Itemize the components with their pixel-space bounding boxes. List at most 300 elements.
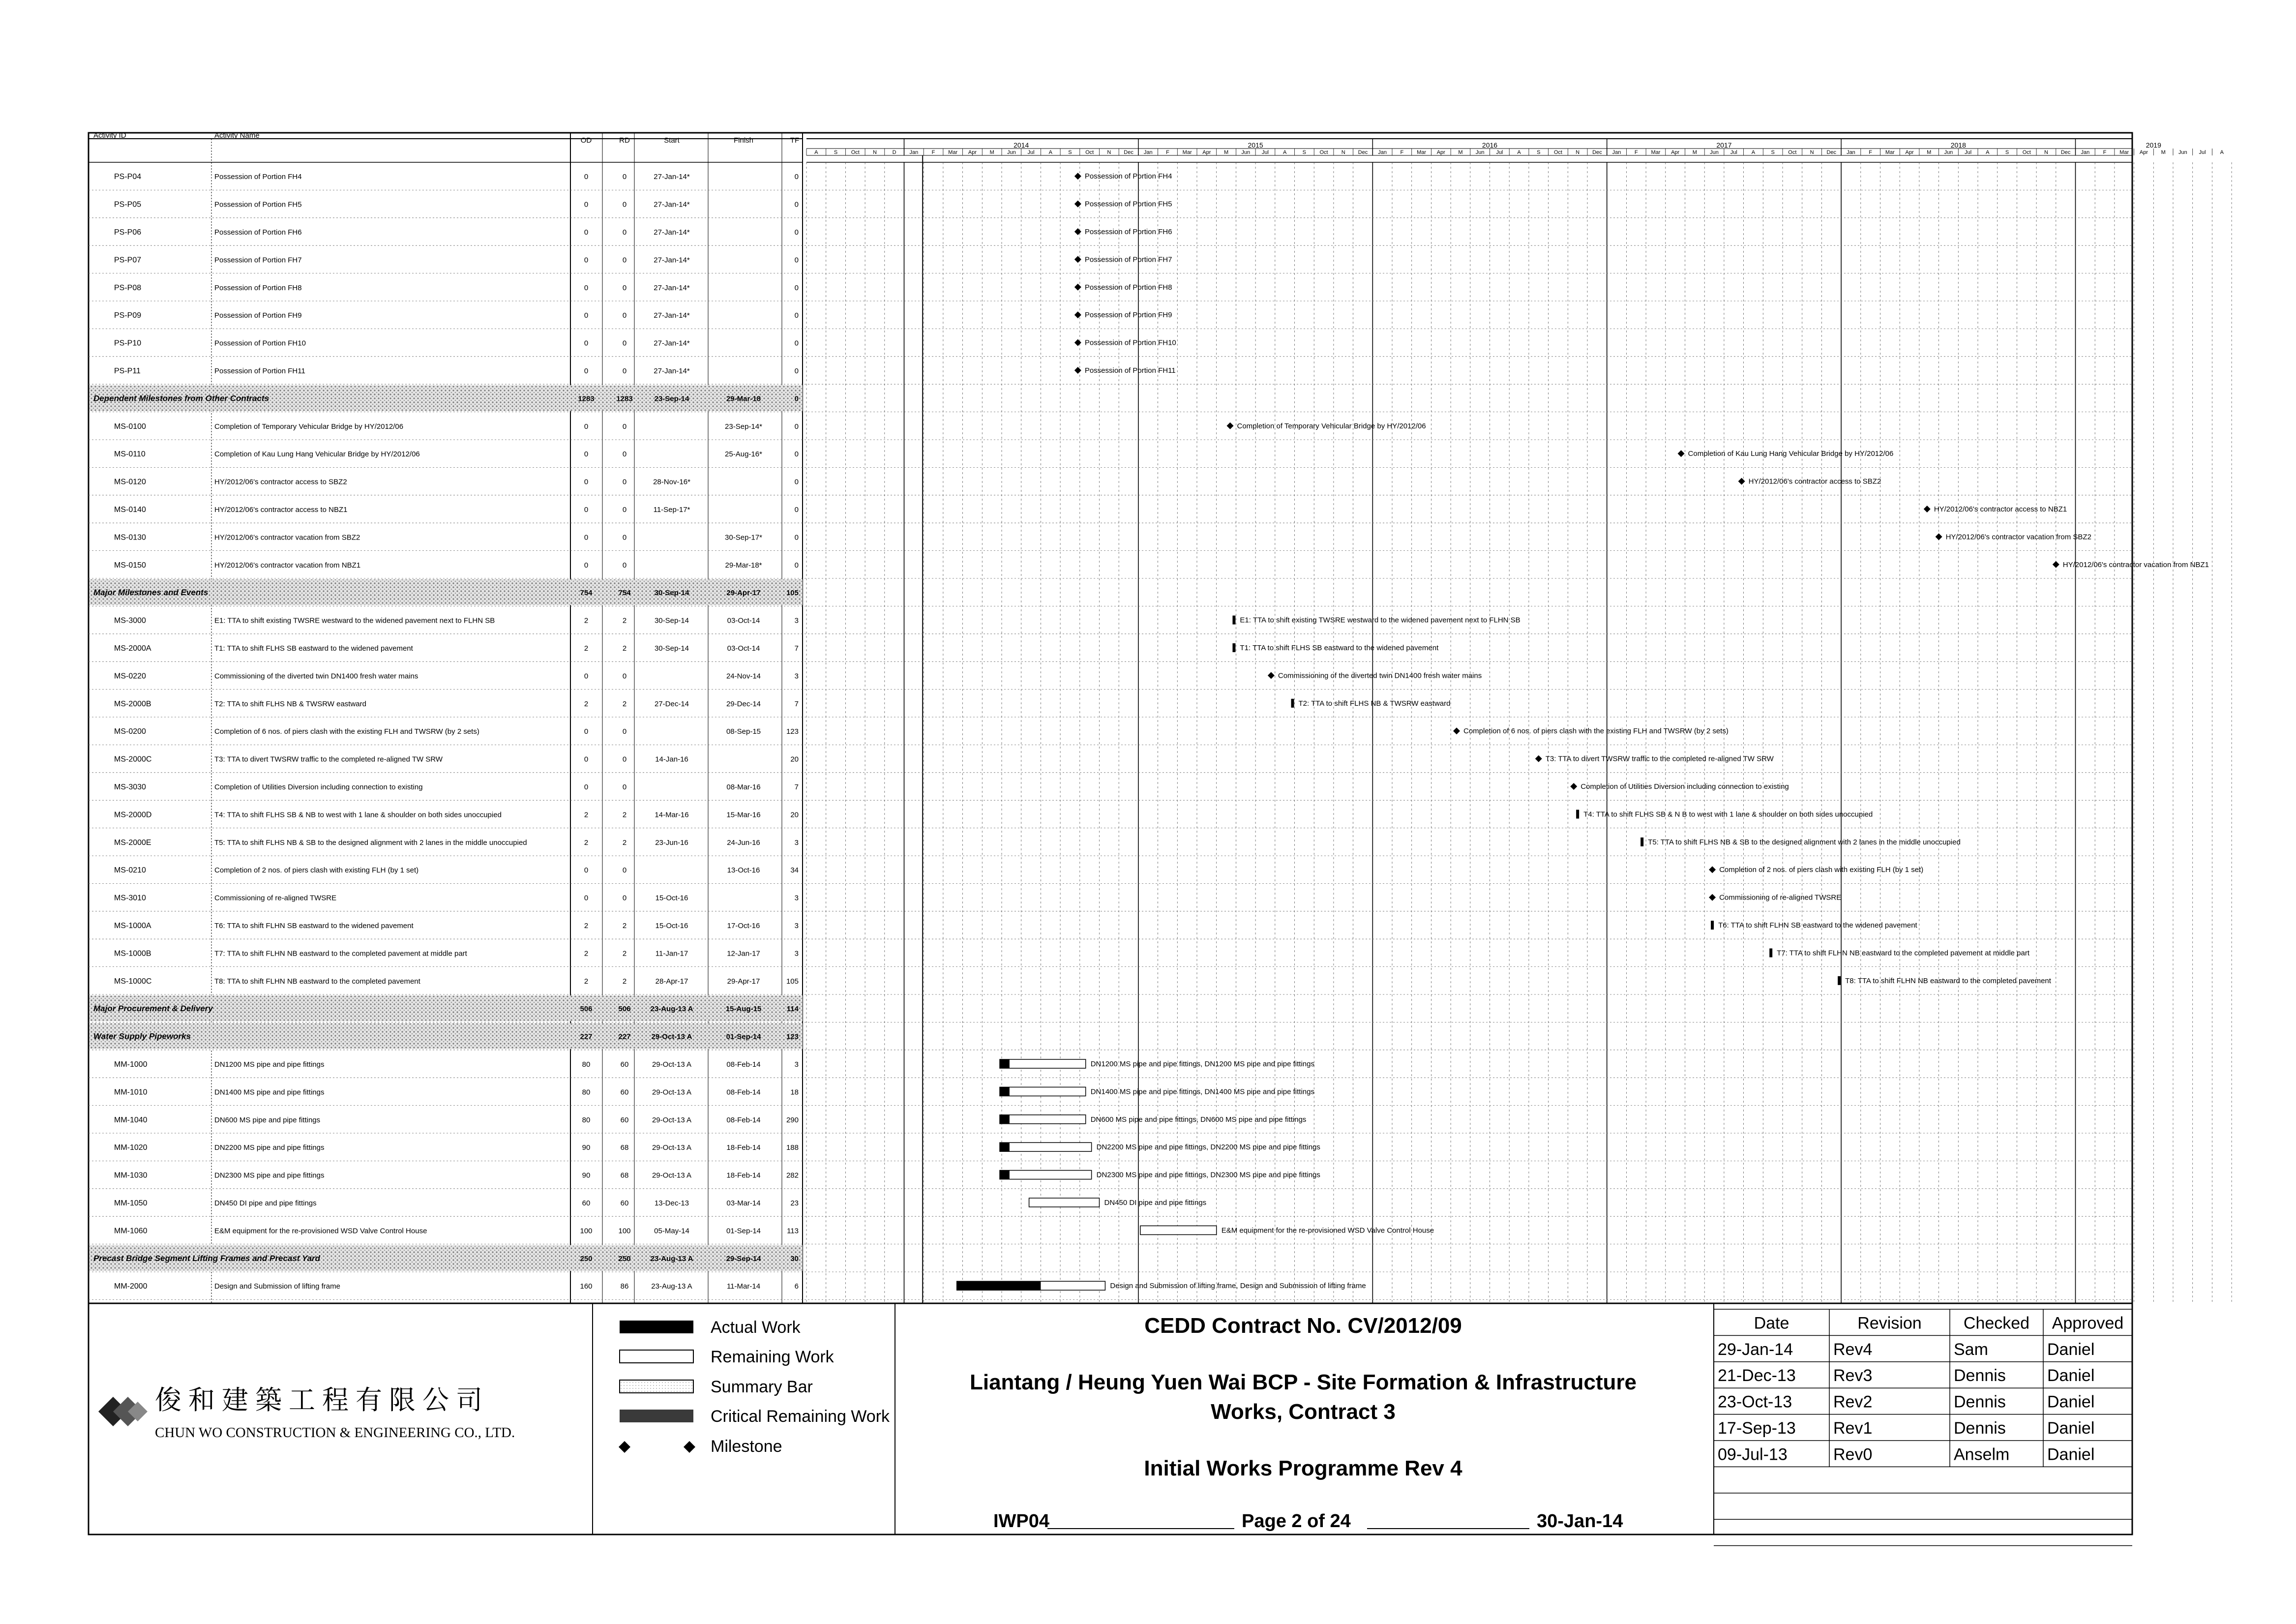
activity-name: Possession of Portion FH7 [214, 256, 302, 265]
od-value: 227 [580, 1032, 593, 1041]
finish-value: 29-Mar-18* [725, 561, 762, 570]
short-activity-bar [1838, 976, 1841, 985]
revision-cell: 17-Sep-13 [1718, 1419, 1796, 1438]
milestone-icon [1074, 228, 1081, 235]
activity-name: Completion of Temporary Vehicular Bridge by HY/2012/06 [214, 422, 404, 431]
revision-header: Approved [2052, 1314, 2124, 1333]
finish-value: 08-Feb-14 [726, 1115, 761, 1124]
start-value: 27-Jan-14* [654, 367, 690, 375]
tf-value: 3 [794, 1060, 799, 1069]
tf-value: 0 [794, 450, 799, 459]
rd-value: 0 [622, 450, 627, 459]
activity-id: MM-1020 [114, 1143, 148, 1152]
activity-name: Completion of Kau Lung Hang Vehicular Bridge by HY/2012/06 [214, 450, 420, 459]
od-value: 2 [584, 616, 589, 625]
month-label: Jul [1261, 150, 1269, 155]
rd-value: 2 [622, 699, 627, 708]
month-label: F [1634, 150, 1638, 155]
remaining-work-bar [1000, 1059, 1086, 1068]
od-value: 0 [584, 727, 589, 736]
finish-value: 17-Oct-16 [727, 922, 760, 930]
tf-value: 0 [794, 367, 799, 375]
start-value: 30-Sep-14 [654, 616, 689, 625]
activity-row [89, 782, 2132, 800]
finish-value: 01-Sep-14 [726, 1032, 761, 1041]
milestone-icon [1074, 311, 1081, 318]
tf-value: 0 [794, 311, 799, 320]
milestone-icon [1570, 783, 1577, 790]
activity-name: T4: TTA to shift FLHS SB & NB to west with 1 lane & shoulder on both sides unoccupied [214, 811, 502, 819]
milestone-icon [1074, 256, 1081, 263]
finish-value: 24-Nov-14 [726, 672, 761, 681]
bar-label: T4: TTA to shift FLHS SB & N B to west with 1 lane & shoulder on both sides unoccupied [1583, 810, 1873, 819]
finish-value: 13-Oct-16 [727, 866, 760, 875]
activity-row [89, 976, 2132, 994]
start-value: 29-Oct-13 A [651, 1032, 692, 1041]
month-label: Jul [2199, 150, 2206, 155]
activity-table [89, 172, 2209, 1299]
bar-label: T1: TTA to shift FLHS SB eastward to the widened pavement [1240, 644, 1439, 652]
month-label: Dec [1124, 150, 1133, 155]
short-activity-bar [1711, 921, 1714, 930]
rd-value: 0 [622, 533, 627, 542]
month-label: Mar [1885, 150, 1895, 155]
tf-value: 0 [794, 561, 799, 570]
rd-value: 0 [622, 339, 627, 348]
finish-value: 23-Sep-14* [725, 422, 762, 431]
bar-label: DN1400 MS pipe and pipe fittings, DN1400 MS pipe and pipe fittings [1090, 1087, 1314, 1096]
month-label: M [1223, 150, 1229, 155]
start-value: 27-Dec-14 [654, 699, 689, 708]
rd-value: 60 [620, 1060, 629, 1069]
month-label: Jan [1847, 150, 1855, 155]
activity-id: PS-P08 [114, 283, 142, 292]
milestone-icon [1226, 422, 1233, 429]
legend-swatch-critical [620, 1410, 693, 1422]
rd-value: 68 [620, 1171, 629, 1180]
activity-id: MS-0210 [114, 866, 146, 875]
activity-id: MS-0140 [114, 506, 146, 514]
activity-id: MM-1050 [114, 1199, 148, 1207]
activity-name: Possession of Portion FH9 [214, 311, 302, 320]
activity-name: Possession of Portion FH10 [214, 339, 306, 348]
tf-value: 3 [794, 616, 799, 625]
activity-row [89, 1059, 2132, 1078]
start-value: 14-Mar-16 [655, 811, 689, 819]
activity-name: HY/2012/06's contractor access to SBZ2 [214, 478, 347, 486]
rd-value: 2 [622, 922, 627, 930]
bar-label: Possession of Portion FH7 [1084, 255, 1172, 264]
revision-cell: 23-Oct-13 [1718, 1392, 1792, 1412]
od-value: 0 [584, 783, 589, 791]
month-label: S [1771, 150, 1775, 155]
month-label: Jul [1027, 150, 1035, 155]
month-label: N [2044, 150, 2048, 155]
tf-value: 282 [786, 1171, 799, 1180]
year-label-2017: 2017 [1716, 141, 1732, 149]
bar-label: Design and Submission of lifting frame, Design and Submission of lifting frame [1110, 1282, 1366, 1291]
milestone-icon [1678, 450, 1685, 457]
bar-label: DN600 MS pipe and pipe fittings, DN600 MS pipe and pipe fittings [1090, 1115, 1307, 1124]
company-name-cn: 俊和建築工程有限公司 [155, 1384, 489, 1415]
rd-value: 0 [622, 727, 627, 736]
finish-value: 08-Mar-16 [726, 783, 761, 791]
month-label: Apr [2139, 150, 2148, 155]
start-value: 11-Jan-17 [655, 949, 688, 958]
activity-name: T6: TTA to shift FLHN SB eastward to the widened pavement [214, 922, 414, 930]
bar-label: Completion of 2 nos. of piers clash with existing FLH (by 1 set) [1719, 866, 1924, 874]
activity-id: MS-1000A [114, 922, 151, 930]
tf-value: 114 [786, 1005, 799, 1014]
rd-value: 0 [622, 422, 627, 431]
milestone-icon [2053, 561, 2059, 568]
col-start-header: Start [664, 136, 680, 145]
tf-value: 7 [794, 783, 799, 791]
rd-value: 250 [618, 1254, 631, 1263]
actual-work-bar [1000, 1087, 1010, 1096]
od-value: 2 [584, 838, 589, 847]
activity-name: T1: TTA to shift FLHS SB eastward to the widened pavement [214, 644, 413, 653]
group-row [89, 579, 2132, 606]
bar-label: DN2300 MS pipe and pipe fittings, DN2300 MS pipe and pipe fittings [1096, 1171, 1320, 1179]
group-name: Water Supply Pipeworks [93, 1031, 191, 1041]
month-label: Apr [1202, 150, 1211, 155]
start-value: 13-Dec-13 [654, 1199, 689, 1207]
actual-work-bar [1000, 1115, 1010, 1124]
remaining-work-bar [1000, 1171, 1092, 1179]
month-label: Apr [1671, 150, 1680, 155]
finish-value: 29-Mar-18 [726, 394, 761, 403]
month-label: Dec [1826, 150, 1837, 155]
programme-title: Initial Works Programme Rev 4 [1144, 1456, 1462, 1480]
activity-name: T3: TTA to divert TWSRW traffic to the completed re-aligned TW SRW [214, 755, 443, 764]
od-value: 2 [584, 699, 589, 708]
od-value: 80 [582, 1088, 591, 1097]
legend-remaining-label: Remaining Work [711, 1348, 834, 1366]
activity-row [89, 1115, 2132, 1133]
activity-id: MS-2000A [114, 644, 151, 653]
finish-value: 15-Aug-15 [725, 1005, 762, 1014]
month-label: Apr [968, 150, 977, 155]
month-label: Jan [909, 150, 919, 155]
activity-id: PS-P05 [114, 200, 142, 209]
finish-value: 24-Jun-16 [727, 838, 760, 847]
revision-cell: Dennis [1954, 1419, 2006, 1438]
legend-actual-work [620, 1318, 801, 1337]
legend-swatch-summary [620, 1380, 693, 1393]
rd-value: 2 [622, 616, 627, 625]
revision-cell: Rev3 [1833, 1366, 1873, 1385]
od-value: 80 [582, 1115, 591, 1124]
activity-id: MM-1000 [114, 1060, 148, 1069]
activity-id: PS-P04 [114, 173, 142, 181]
tf-value: 0 [794, 478, 799, 486]
start-value: 29-Oct-13 A [652, 1115, 692, 1124]
logo-mark-icon [98, 1397, 148, 1426]
finish-value: 12-Jan-17 [727, 949, 760, 958]
rd-value: 227 [618, 1032, 631, 1041]
milestone-icon [1453, 727, 1460, 734]
milestone-icon [1268, 672, 1275, 679]
bar-label: T6: TTA to shift FLHN SB eastward to the widened pavement [1718, 921, 1917, 930]
bar-label: Possession of Portion FH6 [1084, 228, 1172, 236]
month-label: Jul [1965, 150, 1972, 155]
revision-cell: Rev1 [1833, 1419, 1873, 1438]
title-block [970, 1314, 1637, 1480]
tf-value: 0 [794, 339, 799, 348]
activity-row [89, 616, 2132, 634]
activity-row [89, 450, 2132, 467]
column-header [89, 131, 803, 162]
short-activity-bar [1576, 810, 1579, 818]
rd-value: 0 [622, 672, 627, 681]
month-label: Apr [1436, 150, 1445, 155]
month-label: Jul [1496, 150, 1503, 155]
bar-label: Completion of Kau Lung Hang Vehicular Bridge by HY/2012/06 [1688, 450, 1894, 458]
activity-name: Possession of Portion FH8 [214, 283, 302, 292]
activity-row [89, 1171, 2132, 1189]
activity-id: MM-1010 [114, 1088, 148, 1097]
start-value: 23-Aug-13 A [650, 1254, 693, 1263]
rd-value: 0 [622, 755, 627, 764]
od-value: 0 [584, 228, 589, 237]
month-label: Oct [851, 150, 860, 155]
month-label: Jun [1710, 150, 1719, 155]
finish-value: 29-Apr-17 [726, 589, 761, 598]
year-label-2018: 2018 [1950, 141, 1966, 149]
activity-id: MS-2000E [114, 838, 151, 847]
tf-value: 0 [794, 173, 799, 181]
bar-label: DN450 DI pipe and pipe fittings [1104, 1199, 1207, 1207]
finish-value: 03-Oct-14 [727, 644, 760, 653]
milestone-icon [1924, 506, 1931, 512]
bar-label: T8: TTA to shift FLHN NB eastward to the completed pavement [1845, 976, 2051, 985]
actual-work-bar [1000, 1059, 1010, 1068]
milestone-icon [1535, 755, 1542, 762]
group-row [89, 1245, 2132, 1272]
rd-value: 60 [620, 1088, 629, 1097]
milestone-icon [1738, 478, 1745, 485]
finish-value: 29-Apr-17 [727, 977, 760, 986]
activity-id: MS-3000 [114, 616, 146, 625]
milestone-icon [1709, 866, 1716, 873]
finish-value: 03-Mar-14 [726, 1199, 761, 1207]
month-label: F [1166, 150, 1169, 155]
legend [619, 1318, 890, 1456]
column-separators [211, 133, 803, 1303]
activity-row [89, 366, 2132, 384]
month-label: Dec [1358, 150, 1368, 155]
group-name: Major Milestones and Events [93, 588, 209, 598]
activity-name: E1: TTA to shift existing TWSRE westward to the widened pavement next to FLHN SB [214, 616, 495, 625]
activity-id: PS-P09 [114, 311, 142, 320]
month-label: Dec [2060, 150, 2071, 155]
activity-name: Possession of Portion FH6 [214, 228, 302, 237]
revision-header: Date [1754, 1314, 1789, 1333]
tf-value: 0 [794, 256, 799, 265]
bar-label: Possession of Portion FH9 [1084, 311, 1172, 320]
bar-label: T5: TTA to shift FLHS NB & SB to the designed alignment with 2 lanes in the middle unoccupied [1648, 838, 1961, 846]
month-label: N [1810, 150, 1814, 155]
month-label: A [1517, 150, 1521, 155]
month-label: Jan [1143, 150, 1153, 155]
col-od-header: OD [580, 136, 592, 145]
activity-name: E&M equipment for the re-provisioned WSD Valve Control House [214, 1227, 427, 1235]
activity-row [89, 866, 2132, 883]
finish-value: 18-Feb-14 [726, 1143, 761, 1152]
finish-value: 08-Feb-14 [726, 1088, 761, 1097]
rd-value: 60 [620, 1199, 629, 1207]
activity-row [89, 561, 2209, 578]
od-value: 0 [584, 339, 589, 348]
activity-row [89, 478, 2132, 495]
revision-cell: Dennis [1954, 1392, 2006, 1412]
year-label-2015: 2015 [1248, 141, 1263, 149]
revision-cell: Sam [1954, 1340, 1988, 1359]
rd-value: 2 [622, 838, 627, 847]
activity-id: MS-0150 [114, 561, 146, 570]
bar-label: DN2200 MS pipe and pipe fittings, DN2200 MS pipe and pipe fittings [1096, 1143, 1320, 1152]
bar-label: E1: TTA to shift existing TWSRE westward to the widened pavement next to FLHN SB [1240, 616, 1521, 625]
tf-value: 7 [794, 699, 799, 708]
activity-row [89, 228, 2132, 245]
activity-id: PS-P10 [114, 339, 142, 348]
activity-name: Completion of 6 nos. of piers clash with the existing FLH and TWSRW (by 2 sets) [214, 727, 479, 736]
bar-label: HY/2012/06's contractor access to NBZ1 [1934, 505, 2067, 513]
activity-row [89, 921, 2132, 939]
bar-label: HY/2012/06's contractor vacation from NBZ1 [2062, 560, 2209, 569]
activity-name: DN2200 MS pipe and pipe fittings [214, 1143, 325, 1152]
month-label: A [1751, 150, 1756, 155]
activity-name: T5: TTA to shift FLHS NB & SB to the designed alignment with 2 lanes in the middle unoccupied [214, 838, 527, 847]
month-label: M [1458, 150, 1463, 155]
start-value: 27-Jan-14* [654, 228, 690, 237]
actual-work-bar [1000, 1171, 1010, 1179]
month-label: Jul [1730, 150, 1737, 155]
rd-value: 0 [622, 506, 627, 514]
start-value: 27-Jan-14* [654, 339, 690, 348]
legend-milestone-label: Milestone [711, 1437, 782, 1456]
tf-value: 0 [794, 283, 799, 292]
company-name-en: CHUN WO CONSTRUCTION & ENGINEERING CO., LTD. [155, 1425, 515, 1441]
tf-value: 105 [786, 977, 799, 986]
revision-cell: 29-Jan-14 [1718, 1340, 1793, 1359]
start-value: 23-Sep-14 [654, 394, 689, 403]
start-value: 15-Oct-16 [655, 922, 688, 930]
group-row [89, 1023, 2132, 1050]
activity-row [89, 671, 2132, 689]
activity-row [89, 838, 2132, 856]
start-value: 27-Jan-14* [654, 256, 690, 265]
milestone-icon [1074, 173, 1081, 180]
group-name: Precast Bridge Segment Lifting Frames and Precast Yard [93, 1253, 321, 1263]
od-value: 0 [584, 672, 589, 681]
od-value: 1283 [578, 394, 595, 403]
activity-name: Completion of Utilities Diversion including connection to existing [214, 783, 423, 791]
revision-cell: Rev0 [1833, 1445, 1873, 1464]
tf-value: 20 [790, 755, 799, 764]
tf-value: 0 [794, 506, 799, 514]
month-label: M [1692, 150, 1697, 155]
od-value: 80 [582, 1060, 591, 1069]
od-value: 0 [584, 533, 589, 542]
tf-value: 0 [794, 394, 799, 403]
rd-value: 86 [620, 1282, 629, 1291]
rd-value: 1283 [616, 394, 633, 403]
activity-row [89, 1198, 2132, 1216]
month-label: Mar [1651, 150, 1661, 155]
short-activity-bar [1232, 616, 1235, 625]
legend-summary-bar [620, 1378, 813, 1396]
tf-value: 20 [790, 811, 799, 819]
od-value: 0 [584, 422, 589, 431]
bar-label: T7: TTA to shift FLHN NB eastward to the completed pavement at middle part [1777, 949, 2030, 958]
activity-row [89, 283, 2132, 301]
revision-cell: Daniel [2047, 1445, 2095, 1464]
rd-value: 0 [622, 228, 627, 237]
tf-value: 105 [786, 589, 799, 598]
month-label: F [2103, 150, 2107, 155]
month-label: Mar [948, 150, 958, 155]
rd-value: 0 [622, 561, 627, 570]
activity-id: PS-P07 [114, 256, 142, 265]
month-label: M [2161, 150, 2166, 155]
start-value: 23-Jun-16 [655, 838, 688, 847]
tf-value: 188 [786, 1143, 799, 1152]
tf-value: 290 [786, 1115, 799, 1124]
activity-id: MS-2000D [114, 811, 152, 819]
rd-value: 68 [620, 1143, 629, 1152]
start-value: 23-Aug-13 A [651, 1282, 692, 1291]
legend-critical-work [620, 1407, 890, 1426]
activity-id: MS-1000B [114, 949, 151, 958]
activity-row [89, 699, 2132, 717]
od-value: 0 [584, 311, 589, 320]
month-label: Jun [1241, 150, 1251, 155]
od-value: 0 [584, 894, 589, 902]
rd-value: 2 [622, 644, 627, 653]
od-value: 0 [584, 478, 589, 486]
activity-row [89, 727, 2132, 745]
bar-label: T2: TTA to shift FLHS NB & TWSRW eastward [1298, 699, 1451, 708]
start-value: 29-Oct-13 A [652, 1088, 692, 1097]
start-value: 14-Jan-16 [655, 755, 688, 764]
tf-value: 3 [794, 838, 799, 847]
revision-cell: Daniel [2047, 1340, 2095, 1359]
activity-id: PS-P06 [114, 228, 142, 237]
group-row [89, 995, 2132, 1022]
activity-row [89, 339, 2132, 357]
rd-value: 100 [618, 1227, 631, 1235]
tf-value: 123 [786, 1032, 799, 1041]
month-label: M [989, 150, 994, 155]
remaining-work-bar [1140, 1226, 1217, 1234]
bar-label: HY/2012/06's contractor access to SBZ2 [1748, 477, 1881, 486]
activity-id: MS-0120 [114, 478, 146, 486]
month-label: F [931, 150, 935, 155]
od-value: 90 [582, 1171, 591, 1180]
od-value: 250 [580, 1254, 593, 1263]
activity-name: DN1200 MS pipe and pipe fittings [214, 1060, 325, 1069]
finish-value: 29-Sep-14 [726, 1254, 761, 1263]
activity-id: MS-0130 [114, 533, 146, 542]
activity-row [89, 810, 2132, 828]
finish-value: 01-Sep-14 [726, 1227, 761, 1235]
start-value: 28-Nov-16* [653, 478, 690, 486]
remaining-work-bar [1029, 1198, 1100, 1207]
activity-name: Completion of 2 nos. of piers clash with existing FLH (by 1 set) [214, 866, 419, 875]
bar-label: Commissioning of the diverted twin DN1400 fresh water mains [1278, 671, 1482, 680]
